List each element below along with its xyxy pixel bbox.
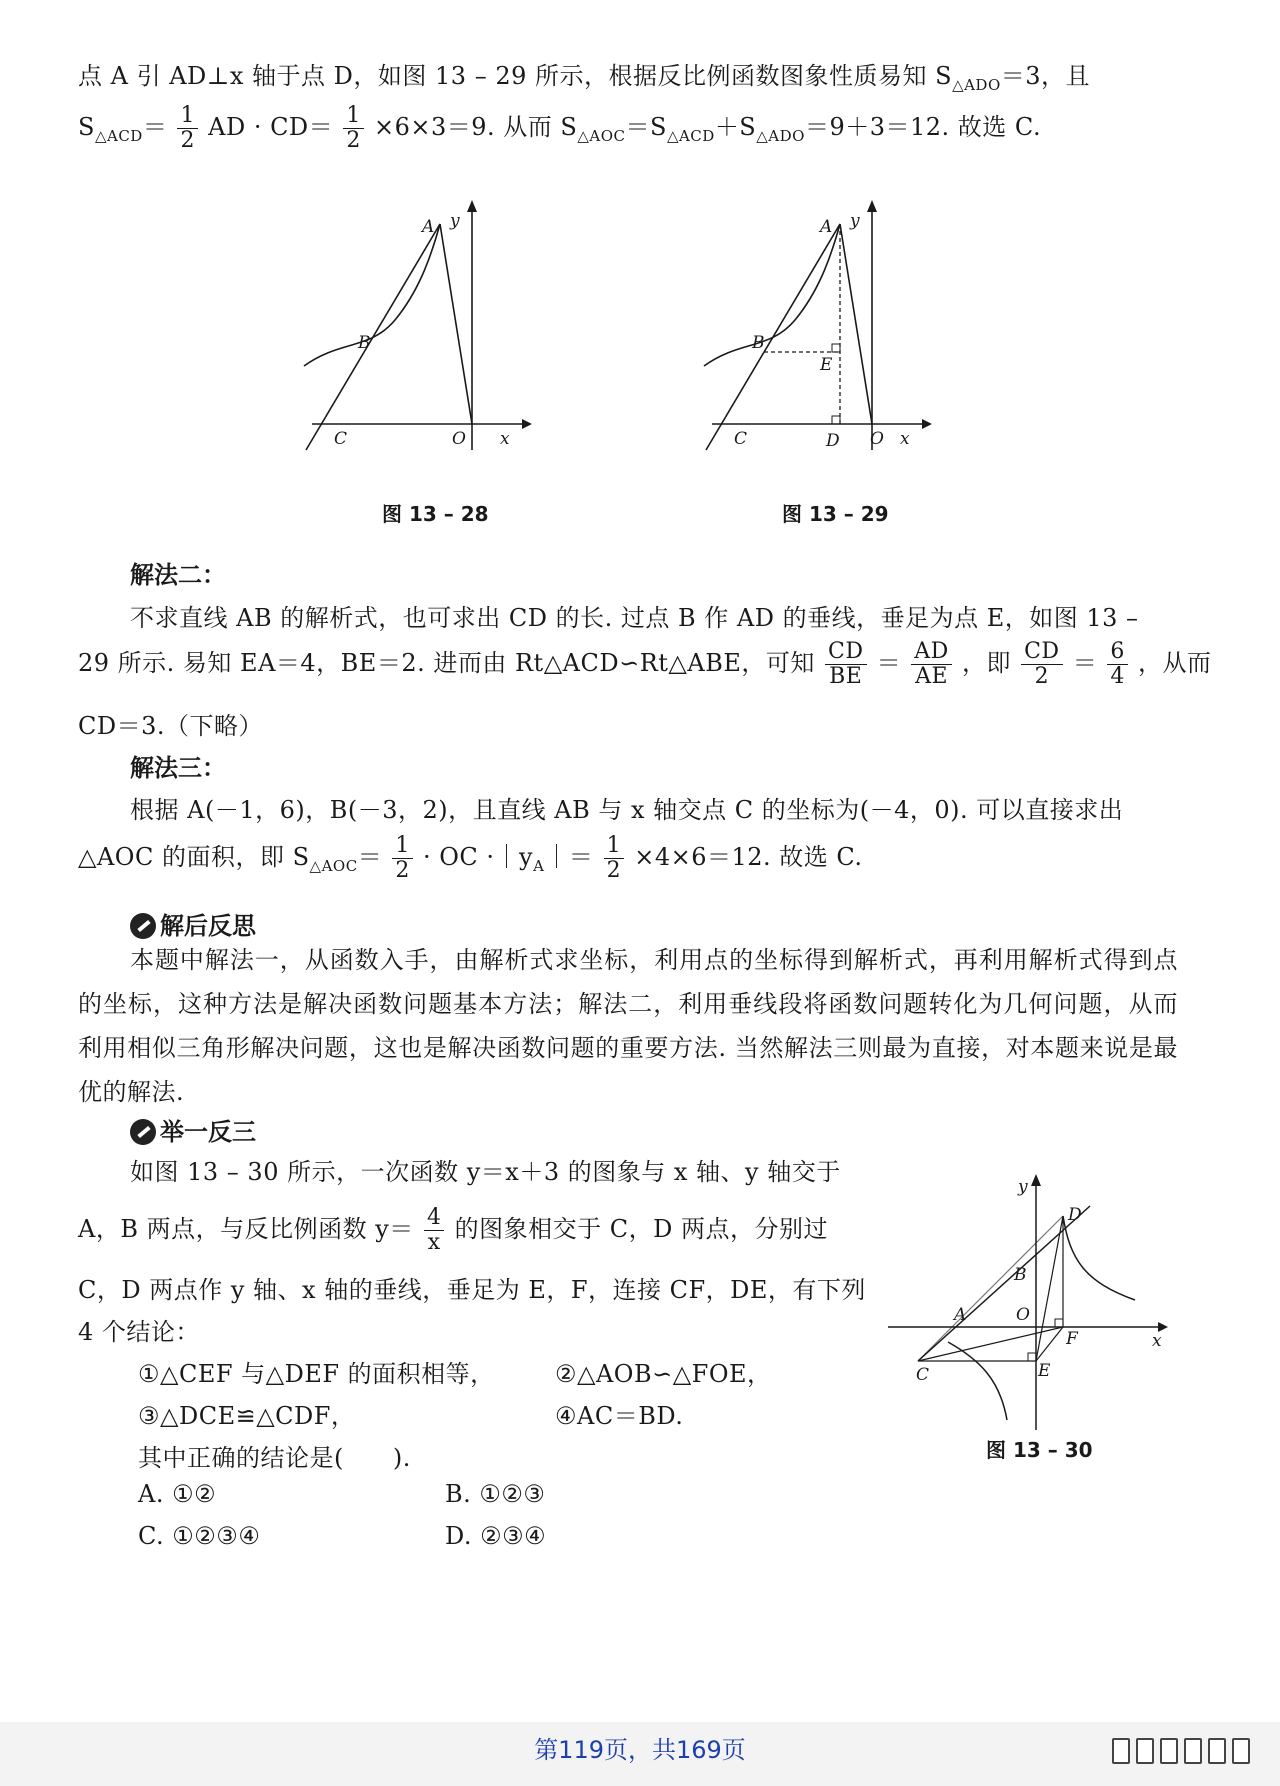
axis-label-y: y xyxy=(450,211,460,231)
fraction-cd-be: $\frac{CD}{BE}$ xyxy=(825,640,866,689)
point-label-C: C xyxy=(916,1365,930,1385)
conclusion-2: ②△AOB∽△FOE， xyxy=(555,1360,772,1388)
fraction-half: $\frac{1}{2}$ xyxy=(604,834,625,883)
point-label-C: C xyxy=(334,429,348,449)
method-2-line-1: 不求直线 AB 的解析式，也可求出 CD 的长. 过点 B 作 AD 的垂线，垂足为点 E，如图 13 – xyxy=(130,604,1139,632)
point-label-B: B xyxy=(358,333,371,353)
practice-line-3: C，D 两点作 y 轴、x 轴的垂线，垂足为 E，F，连接 CF，DE，有下列 xyxy=(78,1276,866,1304)
option-a: A. ①② xyxy=(138,1480,217,1508)
point-label-O: O xyxy=(452,429,466,449)
reflection-heading: 解后反思 xyxy=(130,906,256,941)
point-label-E: E xyxy=(820,355,833,375)
figure-13-28 xyxy=(300,200,540,460)
point-label-D: D xyxy=(826,431,840,451)
intro-line-2: $S_{\triangle ACD}=$ $\frac{1}{2}$ AD · CD＝ $\frac{1}{2}$ ×6×3＝9. 从而 $S_{\triangle AOC}=S_{\triangle ACD}+S_{\triangle ADO}=9+3=12$. 故选 C. xyxy=(78,103,1042,154)
axis-label-x: x xyxy=(900,429,910,449)
figure-13-29 xyxy=(700,200,940,460)
page-thumb-icon[interactable] xyxy=(1160,1738,1178,1764)
option-d: D. ②③④ xyxy=(445,1522,547,1550)
page-indicator: 第119页，共169页 xyxy=(534,1736,746,1764)
method-2-line-2: 29 所示. 易知 EA＝4，BE＝2. 进而由 Rt△ACD∽Rt△ABE，可知 $\frac{CD}{BE}$ ＝ $\frac{AD}{AE}$ ，即 $\frac{CD}{2}$ ＝ $\frac{6}{4}$ ，从而 xyxy=(78,639,1212,690)
page-thumb-icon[interactable] xyxy=(1232,1738,1250,1764)
point-label-B: B xyxy=(752,333,765,353)
practice-line-1: 如图 13 – 30 所示，一次函数 y＝x＋3 的图象与 x 轴、y 轴交于 xyxy=(130,1158,841,1186)
point-label-E: E xyxy=(1038,1361,1051,1381)
figure-13-28-caption: 图 13 – 28 xyxy=(382,502,489,526)
point-label-D: D xyxy=(1068,1205,1082,1225)
fraction-4-over-x: $\frac{4}{x}$ xyxy=(424,1206,445,1255)
page-thumb-icon[interactable] xyxy=(1136,1738,1154,1764)
intro-line-1: 点 A 引 AD⊥x 轴于点 D，如图 13 – 29 所示，根据反比例函数图象性质易知 $S_{\triangle ADO}=3$，且 xyxy=(78,62,1091,94)
point-label-F: F xyxy=(1066,1329,1078,1349)
practice-heading: 举一反三 xyxy=(130,1112,256,1147)
page-thumb-icon[interactable] xyxy=(1208,1738,1226,1764)
point-label-A: A xyxy=(954,1305,967,1325)
method-2-heading: 解法二： xyxy=(130,561,226,589)
method-3-line-2: △AOC 的面积，即 $S_{\triangle AOC}=$ $\frac{1}{2}$ · OC $\cdot|y_A|=$ $\frac{1}{2}$ ×4×6＝12. 故选 C. xyxy=(78,833,863,884)
point-label-O: O xyxy=(1016,1305,1030,1325)
option-c: C. ①②③④ xyxy=(138,1522,261,1550)
axis-label-y: y xyxy=(1018,1177,1028,1197)
method-3-line-1: 根据 A(－1，6)，B(－3，2)，且直线 AB 与 x 轴交点 C 的坐标为(－4，0). 可以直接求出 xyxy=(130,796,1124,824)
option-b: B. ①②③ xyxy=(445,1480,546,1508)
conclusion-3: ③△DCE≌△CDF， xyxy=(138,1402,356,1430)
fraction-6-4: $\frac{6}{4}$ xyxy=(1107,640,1128,689)
fraction-half: $\frac{1}{2}$ xyxy=(177,104,198,153)
axis-label-x: x xyxy=(1152,1331,1162,1351)
fraction-half: $\frac{1}{2}$ xyxy=(392,834,413,883)
conclusion-1: ①△CEF 与△DEF 的面积相等， xyxy=(138,1360,495,1388)
method-2-line-3: CD＝3.（下略） xyxy=(78,712,264,740)
fraction-ad-ae: $\frac{AD}{AE}$ xyxy=(911,640,952,689)
practice-line-4: 4 个结论： xyxy=(78,1318,200,1346)
figure-13-30 xyxy=(880,1170,1180,1440)
page-thumb-icon[interactable] xyxy=(1112,1738,1130,1764)
conclusion-4: ④AC＝BD. xyxy=(555,1402,684,1430)
practice-line-2: A，B 两点，与反比例函数 y＝ $\frac{4}{x}$ 的图象相交于 C，D 两点，分别过 xyxy=(78,1205,828,1256)
question-text: 其中正确的结论是( ). xyxy=(138,1444,411,1472)
figure-13-29-caption: 图 13 – 29 xyxy=(782,502,889,526)
method-3-heading: 解法三： xyxy=(130,754,226,782)
figure-13-30-caption: 图 13 – 30 xyxy=(986,1438,1093,1462)
point-label-A: A xyxy=(820,217,833,237)
point-label-O: O xyxy=(870,429,884,449)
point-label-C: C xyxy=(734,429,748,449)
fraction-cd-2: $\frac{CD}{2}$ xyxy=(1021,640,1062,689)
axis-label-y: y xyxy=(850,211,860,231)
viewer-toolbar xyxy=(1112,1738,1250,1764)
page-thumb-icon[interactable] xyxy=(1184,1738,1202,1764)
point-label-B: B xyxy=(1014,1265,1027,1285)
point-label-A: A xyxy=(422,217,435,237)
fraction-half: $\frac{1}{2}$ xyxy=(343,104,364,153)
reflection-text: 本题中解法一，从函数入手，由解析式求坐标，利用点的坐标得到解析式，再利用解析式得到点的坐标，这种方法是解决函数问题基本方法；解法二，利用垂线段将函数问题转化为几何问题，从而利用相似三角形解决问题，这也是解决函数问题的重要方法. 当然解法三则最为直接，对本题来说是最优的解法. xyxy=(78,946,1178,1106)
pencil-badge-icon xyxy=(130,1119,156,1145)
axis-label-x: x xyxy=(500,429,510,449)
pencil-badge-icon xyxy=(130,913,156,939)
